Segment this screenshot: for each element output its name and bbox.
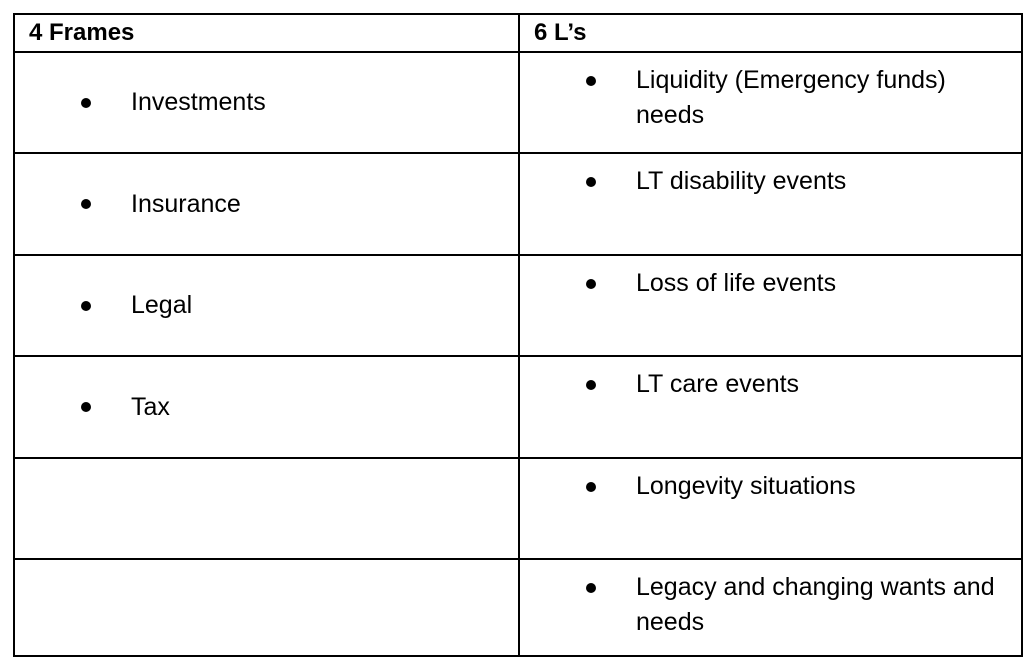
list-item [15,154,518,254]
table-cell [15,53,520,154]
bullet-icon [586,177,596,187]
table-cell [15,256,520,357]
bullet-icon [586,482,596,492]
table-cell-empty [15,560,520,655]
bullet-icon [586,380,596,390]
l-label: Liquidity (Emergency funds) needs [636,66,946,129]
bullet-icon [586,279,596,289]
l-label: LT disability events [636,167,847,195]
bullet-icon [81,98,91,108]
bullet-icon [81,301,91,311]
table-cell [15,357,520,459]
list-item [520,459,1021,504]
frame-label: Insurance [131,189,241,218]
list-item [15,53,518,152]
l-label: Legacy and changing wants and needs [636,573,995,636]
table-cell [520,357,1021,459]
table-cell [15,154,520,256]
l-label: Loss of life events [636,269,837,297]
header-frames: 4 Frames [15,15,520,53]
l-label: Longevity situations [636,472,856,500]
frame-label: Tax [131,392,170,421]
table-cell [520,560,1021,655]
list-item [15,256,518,355]
list-item [520,256,1021,301]
l-label: LT care events [636,370,800,398]
table-cell [520,256,1021,357]
frame-label: Legal [131,291,193,319]
list-item [15,357,518,457]
header-ls: 6 L’s [520,15,1021,53]
list-item [520,154,1021,199]
bullet-icon [586,76,596,86]
table-cell [520,154,1021,256]
frame-label: Investments [131,88,266,116]
list-item [520,560,1021,640]
table-cell [520,459,1021,560]
table-cell [520,53,1021,154]
list-item [520,357,1021,402]
list-item [520,53,1021,133]
table-cell-empty [15,459,520,560]
bullet-icon [81,402,91,412]
bullet-icon [586,583,596,593]
frames-ls-table [13,13,1023,657]
bullet-icon [81,199,91,209]
